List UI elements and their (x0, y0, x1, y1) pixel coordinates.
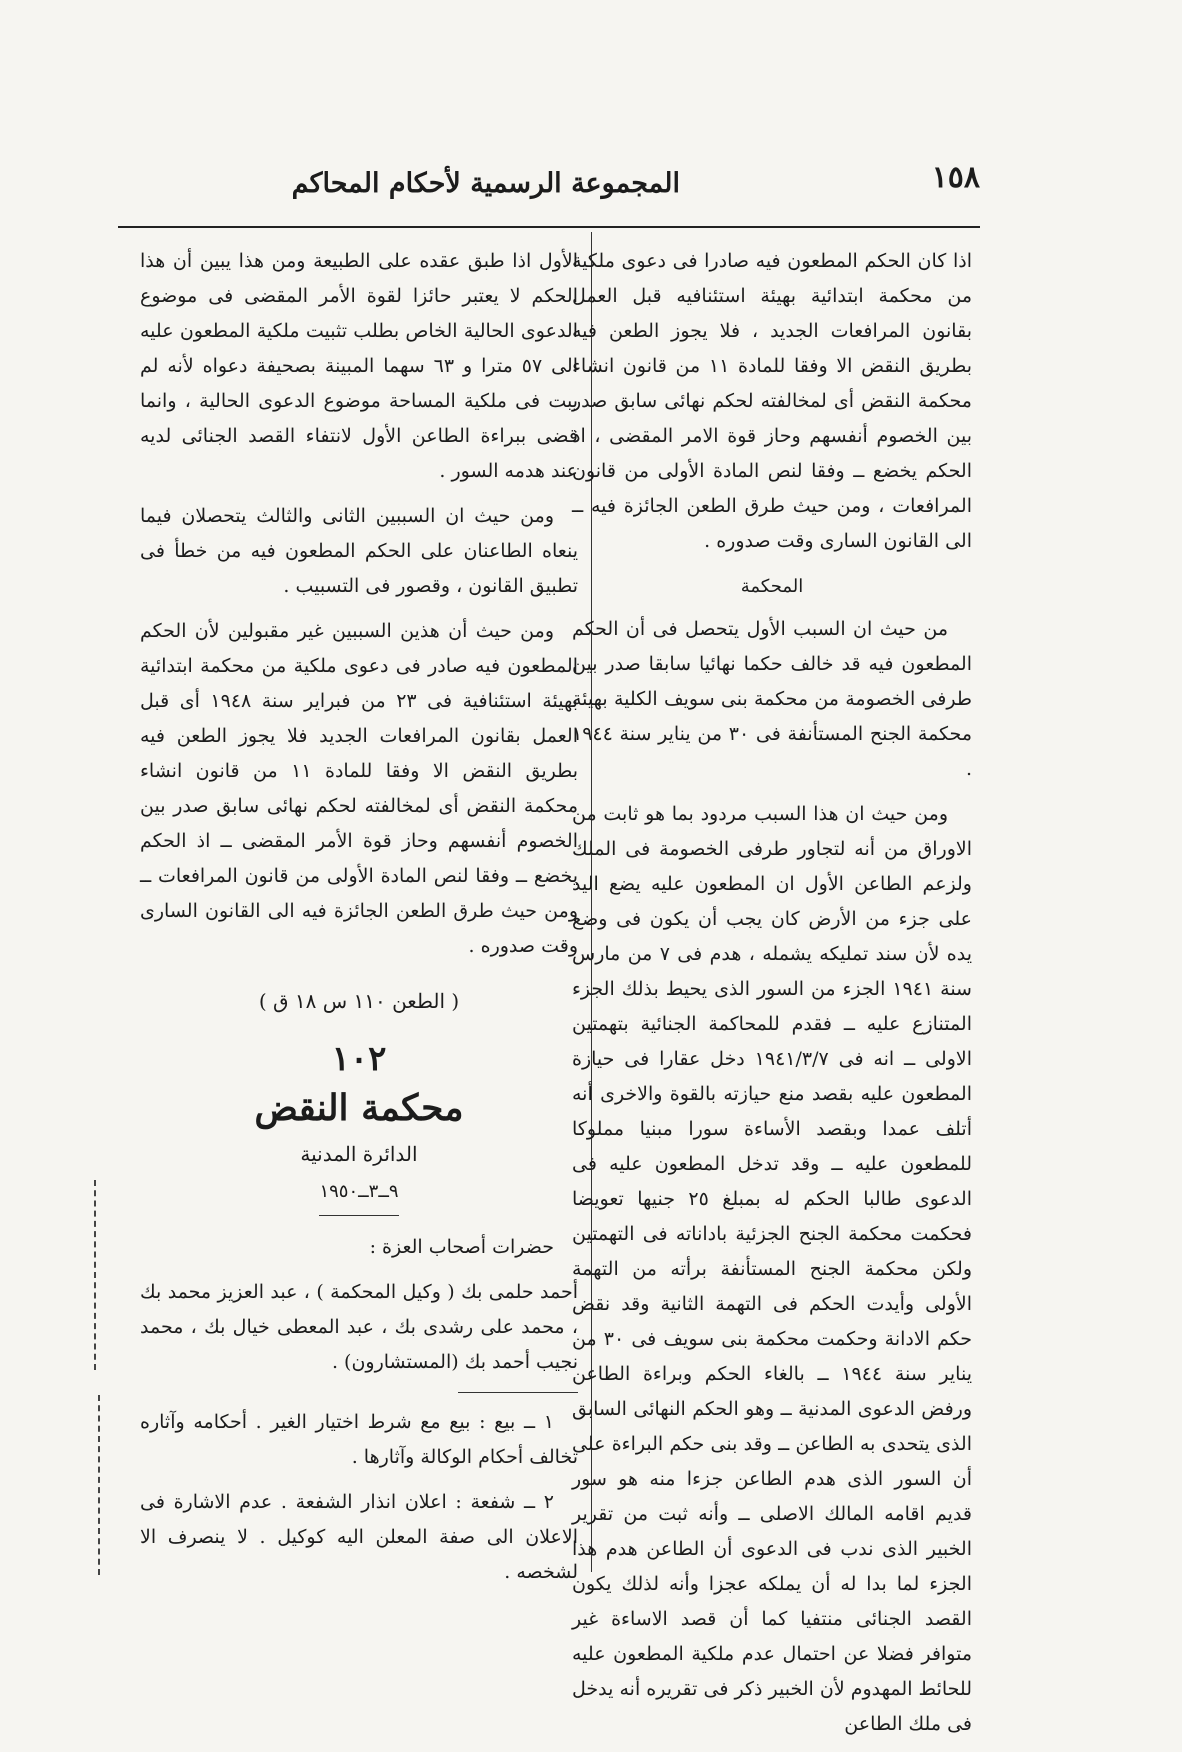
page-number: ١٥٨ (931, 160, 980, 195)
circuit-name: الدائرة المدنية (300, 1142, 418, 1166)
right-column (572, 244, 972, 1752)
appeal-reference: ( الطعن ١١٠ س ١٨ ق ) (258, 989, 460, 1013)
court-name: محكمة النقض (254, 1087, 464, 1129)
summary-item: ٢ ــ شفعة : اعلان انذار الشفعة . عدم الاشارة فى الاعلان الى صفة المعلن اليه كوكيل . لا ينصرف الا لشخصه . (140, 1491, 578, 1583)
members-label: حضرات أصحاب العزة : (369, 1236, 554, 1258)
margin-mark (98, 1395, 100, 1575)
body-paragraph: ومن حيث أن هذين السببين غير مقبولين لأن الحكم المطعون فيه صادر فى دعوى ملكية من محكمة ابتدائية بهيئة استئنافية فى ٢٣ من فبراير سنة ١٩٤٨ أى قبل العمل بقانون المرافعات الجديد فلا يجوز الطعن فيه بطريق النقض الا وفقا للمادة ١١ من قانون انشاء محكمة النقض أى لمخالفته لحكم نهائى سابق صدر بين الخصوم أنفسهم وحاز قوة الأمر المقضى ــ اذ الحكم يخضع ــ وفقا لنص المادة الأولى من قانون المرافعات ــ ومن حيث طرق الطعن الجائزة فيه الى القانون السارى وقت صدوره . (140, 620, 578, 957)
margin-mark (94, 1180, 96, 1370)
case-number: ١٠٢ (331, 1039, 387, 1079)
body-paragraph: الأول اذا طبق عقده على الطبيعة ومن هذا يبين أن هذا الحكم لا يعتبر حائزا لقوة الأمر المقضى فى موضوع الدعوى الحالية الخاص بطلب تثبيت ملكية المطعون عليه الى ٥٧ مترا و ٦٣ سهما المبينة بصحيفة دعواه لأنه لم يبت فى ملكية المساحة موضوع الدعوى الحالية ، وانما قضى ببراءة الطاعن الأول لانتفاء القصد الجنائى لديه عند هدمه السور . (140, 250, 578, 482)
summary-item: ١ ــ بيع : بيع مع شرط اختيار الغير . أحكامه وآثاره تخالف أحكام الوكالة وآثارها . (140, 1411, 578, 1468)
members-list: أحمد حلمى بك ( وكيل المحكمة ) ، عبد العزيز محمد بك ، محمد على رشدى بك ، عبد المعطى خيال بك ، محمد نجيب أحمد بك (المستشارون) . (140, 1281, 578, 1373)
section-heading-court: المحكمة (740, 576, 804, 597)
running-header-title: المجموعة الرسمية لأحكام المحاكم (291, 168, 680, 199)
body-paragraph: ومن حيث ان هذا السبب مردود بما هو ثابت من الاوراق من أنه لتجاور طرفى الخصومة فى الملك ولزعم الطاعن الأول ان المطعون عليه يضع اليد على جزء من الأرض كان يجب أن يكون فى وضع يده لأن سند تمليكه يشمله ، هدم فى ٧ من مارس سنة ١٩٤١ الجزء من السور الذى يحيط بذلك الجزء المتنازع عليه ــ فقدم للمحاكمة الجنائية بتهمتين الاولى ــ انه فى ١٩٤١/٣/٧ دخل عقارا فى حيازة المطعون عليه بقصد منع حيازته بالقوة والاخرى أنه أتلف عمدا وبقصد الأساءة سورا مبنيا مملوكا للمطعون عليه ــ وقد تدخل المطعون عليه فى الدعوى طالبا الحكم له بمبلغ ٢٥ جنيها تعويضا فحكمت محكمة الجنح الجزئية باداناته فى التهمتين ولكن محكمة الجنح المستأنفة برأته من التهمة الأولى وأيدت الحكم فى التهمة الثانية وقد نقض حكم الادانة وحكمت محكمة بنى سويف فى ٣٠ من يناير سنة ١٩٤٤ ــ بالغاء الحكم وبراءة الطاعن ورفض الدعوى المدنية ــ وهو الحكم النهائى السابق الذى يتحدى به الطاعن ــ وقد بنى حكم البراءة على أن السور الذى هدم الطاعن جزءا منه هو سور قديم اقامه المالك الاصلى ــ وأنه ثبت من تقرير الخبير الذى ندب فى الدعوى أن الطاعن هدم هذا الجزء لما بدا له أن يملكه عجزا وأنه لذلك يكون القصد الجنائى منتفيا كما أن قصد الاساءة غير متوافر فضلا عن احتمال عدم ملكية المطعون عليه للحائط المهدوم لأن الخبير ذكر فى تقريره أنه يدخل فى ملك الطاعن (572, 803, 972, 1735)
body-paragraph: من حيث ان السبب الأول يتحصل فى أن الحكم المطعون فيه قد خالف حكما نهائيا سابقا صدر بين طرفى الخصومة من محكمة بنى سويف الكلية بهيئة محكمة الجنح المستأنفة فى ٣٠ من يناير سنة ١٩٤٤ . (572, 618, 972, 780)
header-rule (118, 226, 980, 228)
date-rule (319, 1215, 399, 1216)
members-block (140, 1230, 578, 1380)
judgment-date: ٩ــ٣ــ١٩٥٠ (319, 1181, 399, 1202)
body-paragraph: ومن حيث ان السببين الثانى والثالث يتحصلان فيما ينعاه الطاعنان على الحكم المطعون فيه من خطأ فى تطبيق القانون ، وقصور فى التسبيب . (140, 505, 578, 597)
headnote-paragraph: اذا كان الحكم المطعون فيه صادرا فى دعوى ملكية من محكمة ابتدائية بهيئة استئنافيه قبل العمل بقانون المرافعات الجديد ، فلا يجوز الطعن فيه بطريق النقض الا وفقا للمادة ١١ من قانون انشاء محكمة النقض أى لمخالفته لحكم نهائى سابق صدر بين الخصوم أنفسهم وحاز قوة الامر المقضى ، اذ الحكم يخضع ــ وفقا لنص المادة الأولى من قانون المرافعات ، ومن حيث طرق الطعن الجائزة فيه ــ الى القانون السارى وقت صدوره . (572, 250, 972, 552)
summary-rule (458, 1392, 578, 1393)
left-column (140, 244, 578, 1600)
